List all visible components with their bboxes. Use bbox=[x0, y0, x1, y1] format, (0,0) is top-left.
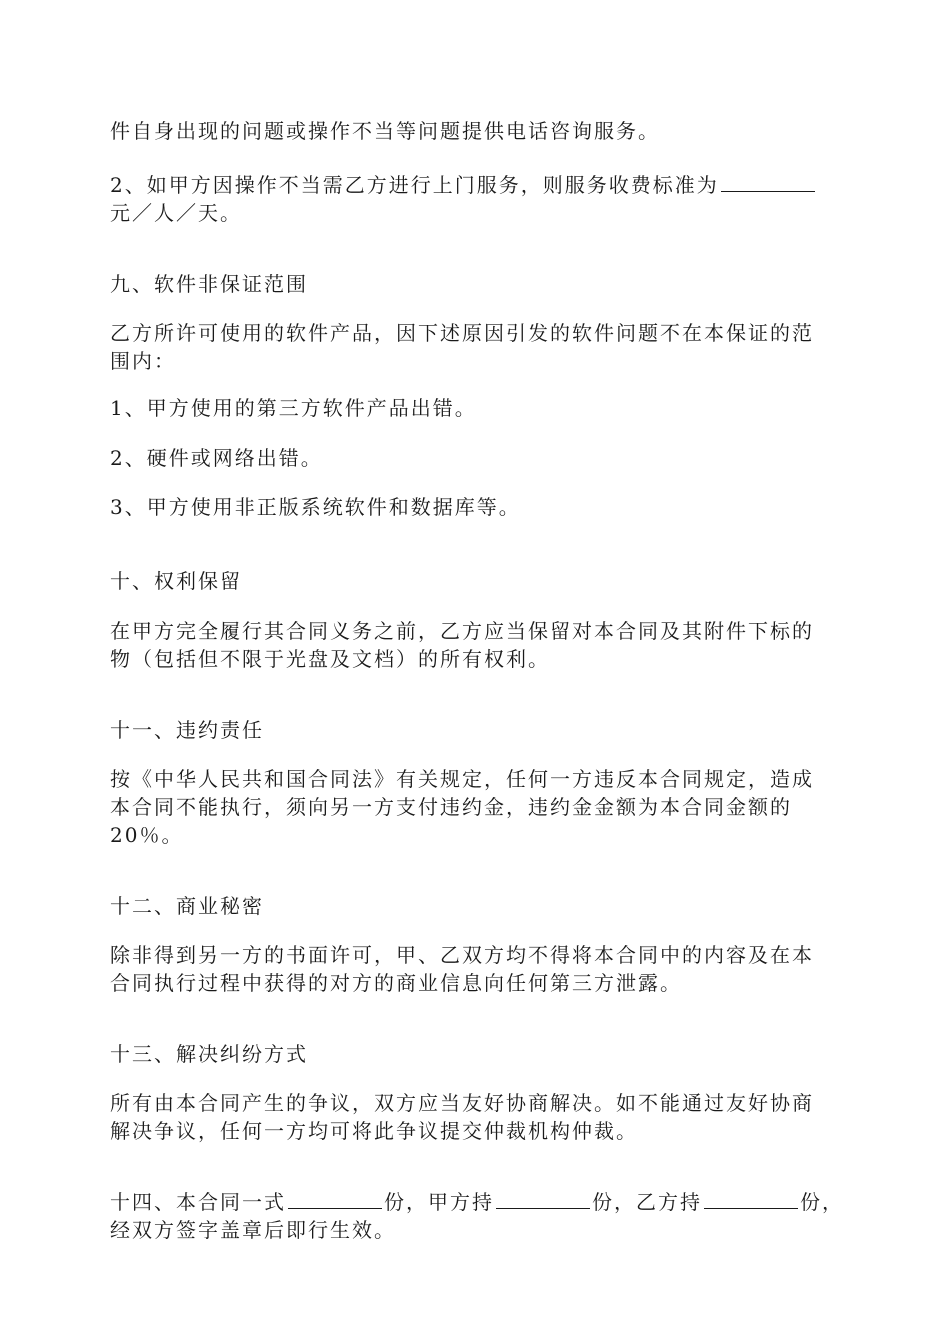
onsite-fee-text: 2、如甲方因操作不当需乙方进行上门服务，则服务收费标准为 bbox=[110, 173, 719, 197]
copies-text-2: 份，甲方持 bbox=[384, 1190, 494, 1214]
section-13-body: 所有由本合同产生的争议，双方应当友好协商解决。如不能通过友好协商 bbox=[110, 1091, 814, 1115]
section-14-body-cont: 经双方签字盖章后即行生效。 bbox=[110, 1218, 396, 1242]
section-10-body: 在甲方完全履行其合同义务之前，乙方应当保留对本合同及其附件下标的 bbox=[110, 619, 814, 643]
section-14-body bbox=[110, 1188, 850, 1216]
section-12-body: 除非得到另一方的书面许可，甲、乙双方均不得将本合同中的内容及在本 bbox=[110, 943, 814, 967]
section-12-heading: 十二、商业秘密 bbox=[110, 894, 264, 918]
section-9-item-3: 3、甲方使用非正版系统软件和数据库等。 bbox=[110, 495, 521, 519]
copies-text-3: 份，乙方持 bbox=[592, 1190, 702, 1214]
section-9-heading: 九、软件非保证范围 bbox=[110, 272, 308, 296]
section-9-intro: 乙方所许可使用的软件产品，因下述原因引发的软件问题不在本保证的范 bbox=[110, 321, 814, 345]
fee-blank bbox=[721, 173, 815, 192]
total-copies-blank bbox=[288, 1190, 382, 1209]
paragraph-service-consult: 件自身出现的问题或操作不当等问题提供电话咨询服务。 bbox=[110, 119, 660, 143]
section-11-body: 按《中华人民共和国合同法》有关规定，任何一方违反本合同规定，造成 bbox=[110, 767, 814, 791]
section-9-item-2: 2、硬件或网络出错。 bbox=[110, 446, 323, 470]
section-11-body-cont-2: 20％。 bbox=[110, 823, 184, 847]
copies-text-1: 十四、本合同一式 bbox=[110, 1190, 286, 1214]
copies-text-4: 份， bbox=[800, 1190, 844, 1214]
section-13-heading: 十三、解决纠纷方式 bbox=[110, 1042, 308, 1066]
party-a-copies-blank bbox=[496, 1190, 590, 1209]
section-9-intro-cont: 围内： bbox=[110, 349, 176, 373]
section-13-body-cont: 解决争议，任何一方均可将此争议提交仲裁机构仲裁。 bbox=[110, 1119, 638, 1143]
section-10-heading: 十、权利保留 bbox=[110, 569, 242, 593]
paragraph-onsite-fee-cont: 元／人／天。 bbox=[110, 201, 242, 225]
paragraph-onsite-fee bbox=[110, 171, 850, 199]
section-11-body-cont-1: 本合同不能执行，须向另一方支付违约金，违约金金额为本合同金额的 bbox=[110, 795, 792, 819]
section-12-body-cont: 合同执行过程中获得的对方的商业信息向任何第三方泄露。 bbox=[110, 971, 682, 995]
section-9-item-1: 1、甲方使用的第三方软件产品出错。 bbox=[110, 396, 477, 420]
section-10-body-cont: 物（包括但不限于光盘及文档）的所有权利。 bbox=[110, 647, 550, 671]
party-b-copies-blank bbox=[704, 1190, 798, 1209]
section-11-heading: 十一、违约责任 bbox=[110, 718, 264, 742]
